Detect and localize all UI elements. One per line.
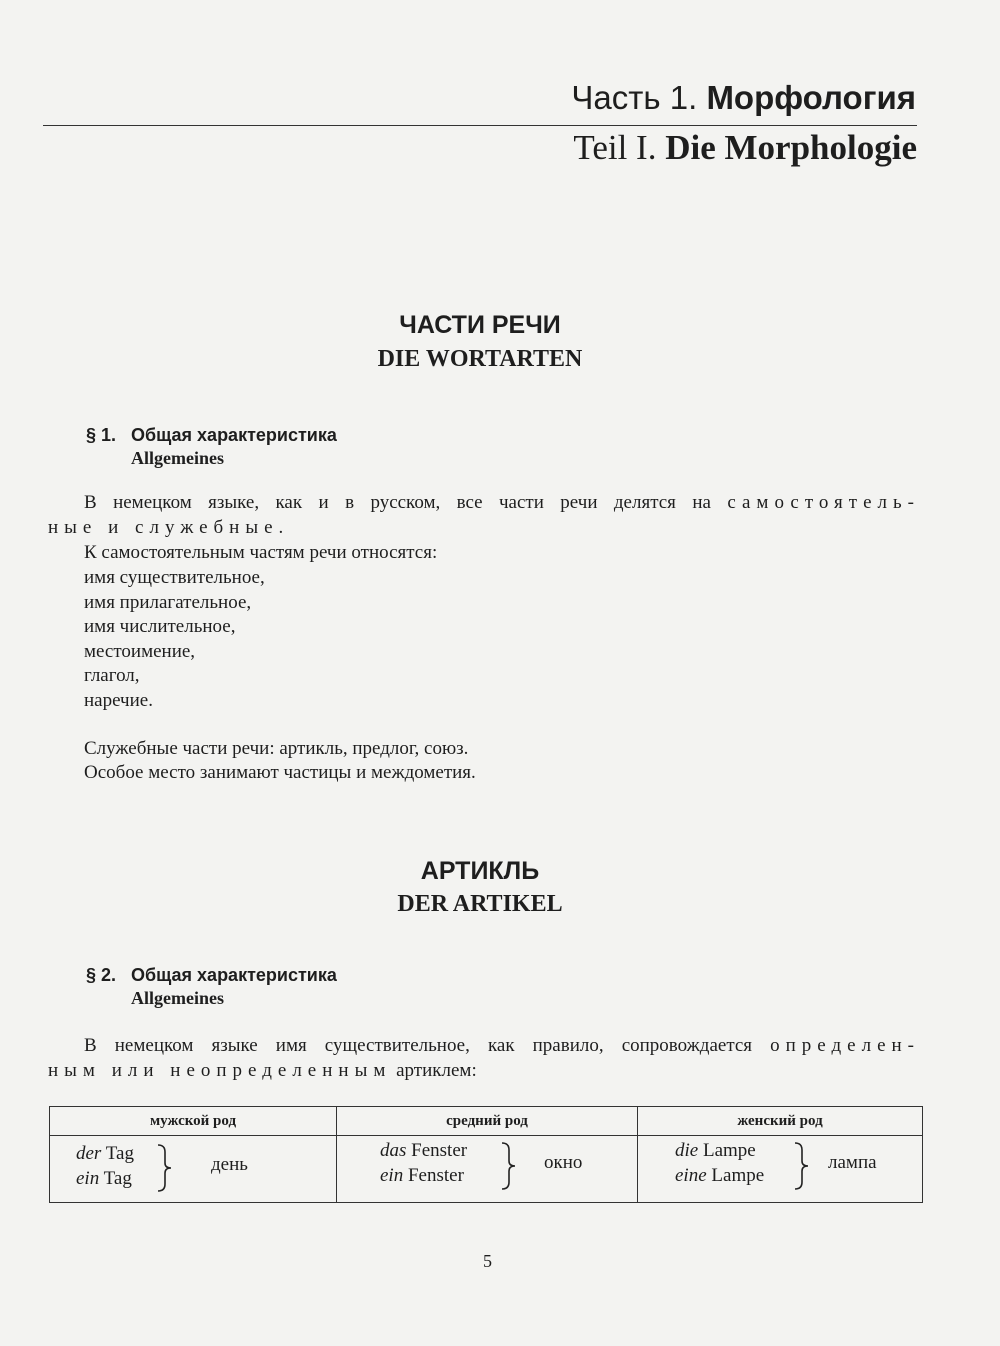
gender-table <box>49 1106 923 1203</box>
noun: Tag <box>105 1143 134 1164</box>
chapter-title-ru: ЧАСТИ РЕЧИ <box>399 311 561 339</box>
list-item: имя числительное, <box>84 616 236 637</box>
list-item: наречие. <box>84 690 153 711</box>
paragraph-line <box>48 516 289 540</box>
spaced-term: самостоятель- <box>727 492 920 513</box>
translation: день <box>211 1154 248 1175</box>
paragraph-line <box>48 1059 477 1083</box>
table-header-row <box>50 1107 923 1136</box>
indefinite-form <box>675 1164 764 1188</box>
header-masculine: мужской род <box>50 1107 337 1136</box>
header-feminine: женский род <box>638 1107 923 1136</box>
teil-title <box>573 126 917 170</box>
paragraph-line <box>84 491 920 515</box>
translation: лампа <box>828 1152 877 1173</box>
spaced-term: ным или неопределенным <box>48 1060 392 1081</box>
definite-form <box>675 1139 756 1163</box>
paragraph-line <box>84 1034 920 1058</box>
table-row <box>50 1136 923 1203</box>
noun: Tag <box>103 1168 132 1189</box>
noun: Fenster <box>407 1165 464 1186</box>
part-prefix: Часть 1. <box>571 79 698 116</box>
list-item: глагол, <box>84 665 140 686</box>
noun: Lampe <box>711 1165 765 1186</box>
spaced-term: определен- <box>770 1035 921 1056</box>
special-parts-text: Особое место занимают частицы и междометия. <box>84 762 476 783</box>
article: der <box>76 1143 102 1164</box>
noun: Lampe <box>702 1140 756 1161</box>
article: ein <box>76 1168 100 1189</box>
part-title <box>571 76 916 120</box>
teil-name: Die Morphologie <box>665 128 917 167</box>
article: das <box>380 1140 407 1161</box>
section-title-de: Allgemeines <box>131 448 224 468</box>
section-number: § 2. <box>86 965 117 985</box>
article: eine <box>675 1165 707 1186</box>
chapter-title-de: DER ARTIKEL <box>397 891 563 917</box>
article: ein <box>380 1165 404 1186</box>
indefinite-form <box>76 1167 132 1191</box>
teil-prefix: Teil I. <box>573 128 657 167</box>
paragraph-text: артиклем: <box>396 1060 477 1081</box>
section-title-ru: Общая характеристика <box>131 425 337 445</box>
section-number: § 1. <box>86 425 117 445</box>
service-parts-text: Служебные части речи: артикль, предлог, союз. <box>84 738 469 759</box>
paragraph-text: В немецком языке, как и в русском, все части речи делятся на <box>84 492 711 513</box>
indefinite-form <box>380 1164 464 1188</box>
list-item: имя прилагательное, <box>84 592 252 613</box>
article: die <box>675 1140 699 1161</box>
table-cell-masculine <box>50 1136 337 1203</box>
list-intro: К самостоятельным частям речи относятся: <box>84 542 438 563</box>
definite-form <box>76 1142 134 1166</box>
part-name: Морфология <box>706 79 916 116</box>
spaced-term: ные и служебные. <box>48 517 290 538</box>
curly-brace-icon <box>156 1144 172 1192</box>
list-item: имя существительное, <box>84 567 265 588</box>
section-title-ru: Общая характеристика <box>131 965 337 985</box>
table-cell-feminine <box>638 1136 923 1203</box>
list-item: местоимение, <box>84 641 196 662</box>
table-cell-neuter <box>337 1136 638 1203</box>
translation: окно <box>544 1152 583 1173</box>
chapter-title-ru: АРТИКЛЬ <box>420 857 540 885</box>
curly-brace-icon <box>793 1142 809 1190</box>
header-neuter: средний род <box>337 1107 638 1136</box>
chapter-title-de: DIE WORTARTEN <box>377 346 583 372</box>
page-number: 5 <box>483 1251 492 1271</box>
section-title-de: Allgemeines <box>131 988 224 1008</box>
noun: Fenster <box>411 1140 468 1161</box>
paragraph-text: В немецком языке имя существительное, как правило, сопровождается <box>84 1035 753 1056</box>
definite-form <box>380 1139 467 1163</box>
curly-brace-icon <box>500 1142 516 1190</box>
